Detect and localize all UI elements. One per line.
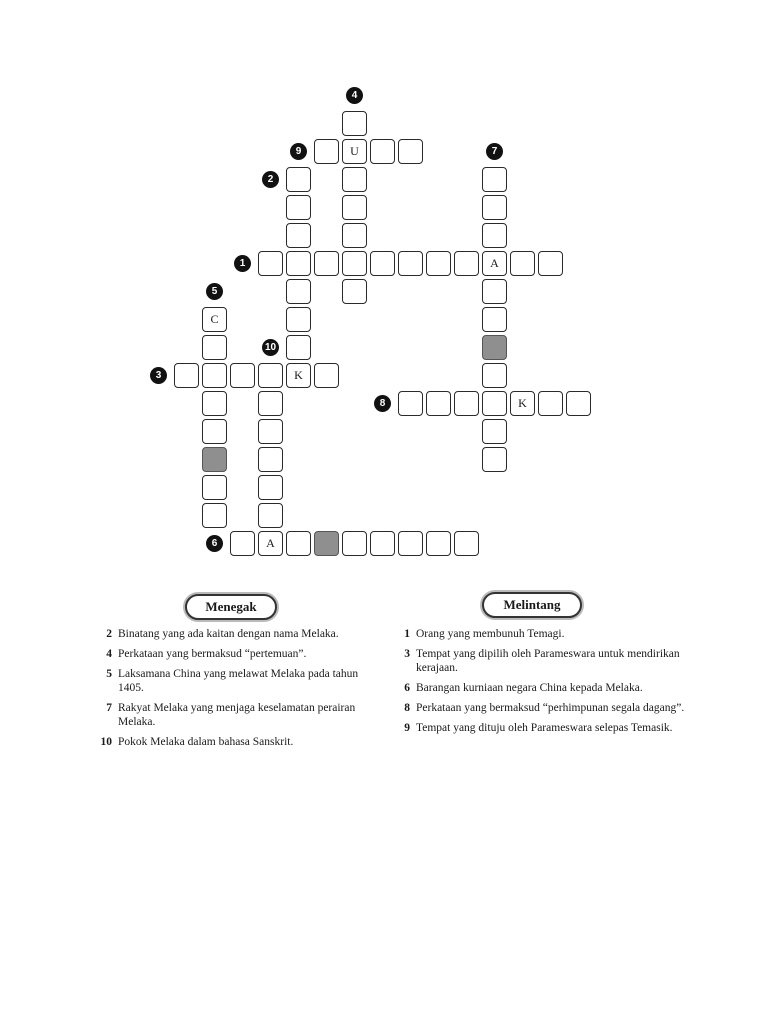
clue-item	[92, 701, 377, 729]
clue-number-marker: 5	[206, 283, 223, 300]
crossword-cell[interactable]	[202, 475, 227, 500]
crossword-cell[interactable]	[342, 531, 367, 556]
crossword-cell[interactable]: K	[286, 363, 311, 388]
clue-text: Binatang yang ada kaitan dengan nama Melaka.	[118, 628, 339, 640]
crossword-cell[interactable]	[286, 223, 311, 248]
crossword-cell[interactable]	[370, 531, 395, 556]
crossword-cell[interactable]	[566, 391, 591, 416]
crossword-cell[interactable]	[510, 251, 535, 276]
crossword-cell[interactable]	[370, 139, 395, 164]
crossword-cell[interactable]	[454, 251, 479, 276]
clue-number: 6	[404, 682, 410, 694]
clue-number: 1	[404, 628, 410, 640]
clue-number-marker: 4	[346, 87, 363, 104]
crossword-cell[interactable]	[230, 363, 255, 388]
crossword-cell[interactable]	[286, 251, 311, 276]
crossword-cell[interactable]	[482, 167, 507, 192]
clue-text: Tempat yang dipilih oleh Parameswara untuk mendirikan kerajaan.	[416, 648, 680, 674]
crossword-cell[interactable]	[286, 531, 311, 556]
crossword-cell[interactable]	[342, 195, 367, 220]
clue-number-marker: 9	[290, 143, 307, 160]
clue-number: 10	[100, 736, 112, 748]
clue-text: Barangan kurniaan negara China kepada Melaka.	[416, 682, 643, 694]
crossword-cell[interactable]	[454, 531, 479, 556]
clue-item	[390, 647, 690, 675]
crossword-cell[interactable]	[258, 475, 283, 500]
crossword-cell[interactable]	[286, 167, 311, 192]
crossword-cell-shaded[interactable]	[202, 447, 227, 472]
crossword-cell[interactable]	[342, 111, 367, 136]
crossword-cell[interactable]	[426, 251, 451, 276]
crossword-cell[interactable]	[538, 251, 563, 276]
clue-number-marker: 2	[262, 171, 279, 188]
crossword-cell[interactable]: A	[258, 531, 283, 556]
crossword-cell[interactable]	[202, 363, 227, 388]
crossword-cell[interactable]	[286, 279, 311, 304]
crossword-cell[interactable]	[342, 223, 367, 248]
clue-text: Orang yang membunuh Temagi.	[416, 628, 565, 640]
crossword-cell[interactable]	[258, 419, 283, 444]
crossword-cell[interactable]	[258, 251, 283, 276]
crossword-cell[interactable]	[538, 391, 563, 416]
crossword-cell[interactable]	[202, 391, 227, 416]
clue-number-marker: 6	[206, 535, 223, 552]
crossword-cell[interactable]	[258, 447, 283, 472]
clue-item	[390, 701, 690, 715]
clue-number-marker: 10	[262, 339, 279, 356]
clue-text: Tempat yang dituju oleh Parameswara selepas Temasik.	[416, 722, 673, 734]
crossword-cell[interactable]	[258, 363, 283, 388]
clue-text: Perkataan yang bermaksud “pertemuan”.	[118, 648, 307, 660]
crossword-cell[interactable]	[454, 391, 479, 416]
clue-number: 4	[106, 648, 112, 660]
crossword-cell[interactable]	[482, 307, 507, 332]
clue-text: Laksamana China yang melawat Melaka pada tahun 1405.	[118, 668, 359, 694]
clue-text: Rakyat Melaka yang menjaga keselamatan perairan Melaka.	[118, 702, 356, 728]
clue-number-marker: 7	[486, 143, 503, 160]
clue-number: 3	[404, 648, 410, 660]
crossword-cell[interactable]	[286, 335, 311, 360]
crossword-cell[interactable]	[482, 419, 507, 444]
clue-number: 7	[106, 702, 112, 714]
crossword-cell[interactable]	[174, 363, 199, 388]
crossword-cell[interactable]	[230, 531, 255, 556]
menegak-heading: Menegak	[185, 594, 277, 620]
crossword-cell[interactable]	[426, 391, 451, 416]
crossword-cell[interactable]	[398, 251, 423, 276]
clue-item	[92, 627, 377, 641]
crossword-cell[interactable]	[342, 279, 367, 304]
clue-number: 9	[404, 722, 410, 734]
crossword-cell[interactable]	[482, 391, 507, 416]
crossword-cell[interactable]	[314, 363, 339, 388]
clue-item	[390, 627, 690, 641]
clue-number-marker: 1	[234, 255, 251, 272]
crossword-cell[interactable]	[202, 335, 227, 360]
crossword-cell[interactable]	[258, 391, 283, 416]
menegak-clue-list	[92, 627, 377, 755]
crossword-cell[interactable]	[482, 279, 507, 304]
crossword-cell[interactable]	[286, 307, 311, 332]
crossword-cell[interactable]	[398, 139, 423, 164]
clue-item	[390, 681, 690, 695]
clue-number: 2	[106, 628, 112, 640]
crossword-cell[interactable]: U	[342, 139, 367, 164]
crossword-cell[interactable]	[398, 531, 423, 556]
clue-number: 8	[404, 702, 410, 714]
crossword-cell[interactable]: A	[482, 251, 507, 276]
crossword-cell[interactable]	[482, 447, 507, 472]
crossword-cell[interactable]	[398, 391, 423, 416]
clue-item	[92, 735, 377, 749]
crossword-cell[interactable]	[482, 195, 507, 220]
crossword-cell[interactable]	[370, 251, 395, 276]
crossword-cell[interactable]	[258, 503, 283, 528]
crossword-cell[interactable]	[286, 195, 311, 220]
crossword-cell[interactable]	[342, 167, 367, 192]
crossword-cell[interactable]: K	[510, 391, 535, 416]
crossword-cell[interactable]	[314, 251, 339, 276]
crossword-cell[interactable]	[482, 223, 507, 248]
crossword-cell[interactable]	[482, 363, 507, 388]
crossword-cell[interactable]	[202, 419, 227, 444]
clue-item	[390, 721, 690, 735]
crossword-cell[interactable]: C	[202, 307, 227, 332]
clue-text: Pokok Melaka dalam bahasa Sanskrit.	[118, 736, 294, 748]
crossword-cell[interactable]	[342, 251, 367, 276]
clue-number: 5	[106, 668, 112, 680]
crossword-cell[interactable]	[314, 139, 339, 164]
crossword-cell[interactable]	[426, 531, 451, 556]
clue-number-marker: 3	[150, 367, 167, 384]
clue-item	[92, 667, 377, 695]
clue-item	[92, 647, 377, 661]
melintang-heading: Melintang	[482, 592, 582, 618]
clue-text: Perkataan yang bermaksud “perhimpunan segala dagang”.	[416, 702, 685, 714]
clue-number-marker: 8	[374, 395, 391, 412]
melintang-clue-list	[390, 627, 690, 741]
crossword-cell-shaded[interactable]	[482, 335, 507, 360]
crossword-cell[interactable]	[202, 503, 227, 528]
crossword-cell-shaded[interactable]	[314, 531, 339, 556]
